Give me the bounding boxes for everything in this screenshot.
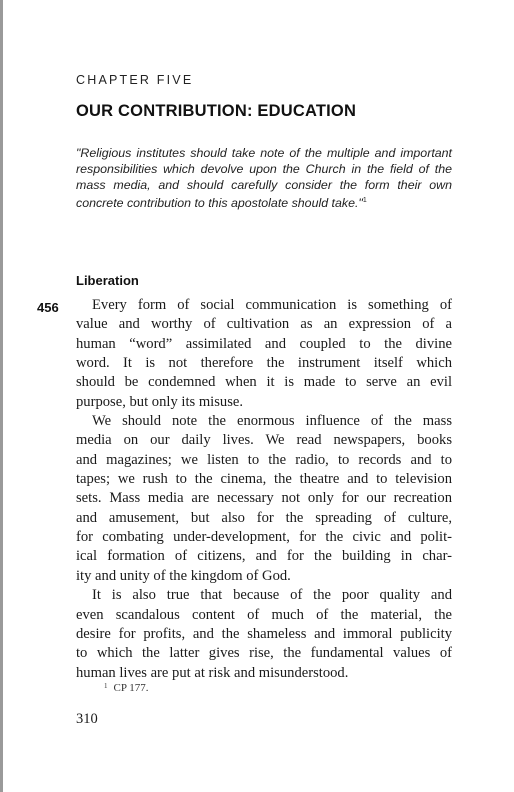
epigraph-text: "Religious institutes should take note of the multiple and important responsibilities which devolve upon the Church in the field of the mass media, and should carefully consider the form their own concrete contribution to this apostolate should take." [76, 146, 452, 210]
body-line: and magazines; we listen to the radio, to records and to [76, 451, 452, 468]
body-line: for combating under-development, for the civic and polit- [76, 529, 452, 546]
section-heading: Liberation [76, 273, 139, 288]
body-line: value and worthy of cultivation as an expression of a [76, 316, 452, 333]
body-line: sets. Mass media are necessary not only for our recreation [76, 490, 452, 507]
body-line: tapes; we rush to the cinema, the theatre and to television [76, 471, 452, 488]
footnote [104, 682, 149, 694]
body-line: Every form of social communication is something of [92, 297, 452, 313]
footnote-marker: 1 [104, 682, 108, 690]
chapter-title: OUR CONTRIBUTION: EDUCATION [76, 102, 357, 120]
body-text [76, 296, 452, 683]
body-line: media on our daily lives. We read newspapers, books [76, 432, 452, 449]
body-line: We should note the enormous influence of the mass [92, 413, 452, 430]
body-line: human “word” assimilated and coupled to the divine [76, 335, 452, 352]
epigraph-footnote-ref: 1 [362, 197, 367, 204]
body-line: ity and unity of the kingdom of God. [76, 567, 291, 584]
body-line: to which the latter gives rise, the fundamental values of [76, 645, 452, 662]
footnote-text: CP 177. [113, 682, 149, 694]
body-line: should be condemned when it is made to serve an evil [76, 374, 452, 391]
chapter-label: CHAPTER FIVE [76, 73, 194, 87]
body-line: and amusement, but also for the spreading of culture, [76, 509, 452, 526]
body-line: desire for profits, and the shameless and immoral publicity [76, 625, 452, 642]
body-line: ical formation of citizens, and for the building in char- [76, 548, 452, 565]
body-line: human lives are put at risk and misunderstood. [76, 664, 349, 681]
page-number: 310 [76, 711, 98, 727]
body-line: even scandalous content of much of the material, the [76, 606, 452, 623]
body-line: It is also true that because of the poor quality and [92, 587, 452, 604]
body-line: purpose, but only its misuse. [76, 393, 244, 410]
body-line: word. It is not therefore the instrument itself which [76, 355, 452, 372]
paragraph-number: 456 [37, 300, 59, 315]
epigraph [76, 145, 452, 211]
epigraph-quote [76, 145, 452, 211]
